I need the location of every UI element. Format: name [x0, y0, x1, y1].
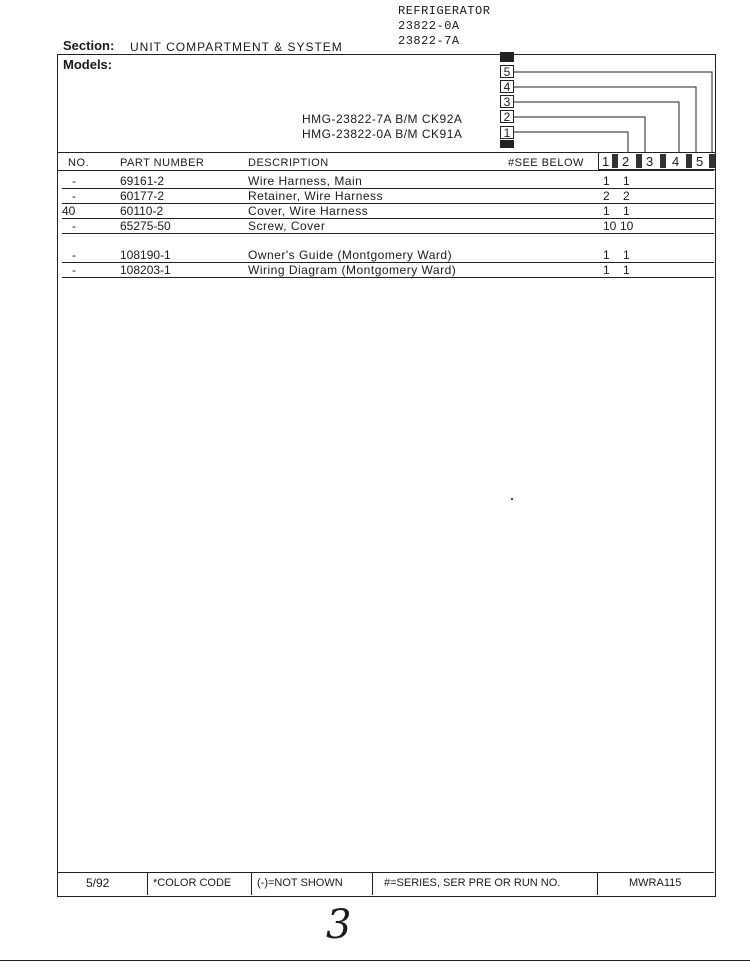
row-part-number: 60177-2: [120, 189, 165, 203]
col-separator-mark: [660, 154, 666, 168]
row-qty-1: 2: [603, 189, 610, 203]
col-part-number: PART NUMBER: [120, 157, 205, 169]
row-description: Wiring Diagram (Montgomery Ward): [248, 263, 457, 277]
model-col-4: 4: [672, 154, 680, 169]
page-number: 3: [326, 902, 352, 948]
row-qty-2: 1: [623, 204, 630, 218]
col-see-below: #SEE BELOW: [508, 157, 584, 169]
row-no: -: [72, 174, 76, 188]
stack-box-4: 4: [500, 80, 514, 93]
col-separator-mark: [686, 154, 692, 168]
row-no: -: [72, 189, 76, 203]
stack-box-5: 5: [500, 65, 514, 78]
table-row: [60, 219, 715, 233]
stack-box-1: 1: [500, 126, 514, 139]
footer-separator: [251, 873, 252, 895]
table-row: [60, 174, 715, 188]
footer-color-code: *COLOR CODE: [153, 877, 232, 889]
col-separator-mark: [636, 154, 642, 168]
section-label: Section:: [63, 38, 115, 53]
model-col-1: 1: [602, 154, 610, 169]
row-description: Owner's Guide (Montgomery Ward): [248, 248, 453, 262]
row-part-number: 69161-2: [120, 174, 165, 188]
row-description: Retainer, Wire Harness: [248, 189, 384, 203]
table-row: [60, 248, 715, 262]
table-row: [60, 204, 715, 218]
row-underline: [62, 233, 714, 234]
row-description: Cover, Wire Harness: [248, 204, 369, 218]
table-row: [60, 263, 715, 277]
footer-not-shown: (-)=NOT SHOWN: [257, 877, 343, 889]
scan-speck: [511, 498, 513, 500]
footer-doc-code: MWRA115: [629, 877, 682, 889]
row-qty-2: 1: [623, 263, 630, 277]
col-no: NO.: [68, 157, 90, 169]
row-qty-1: 10: [603, 219, 617, 233]
model-col-5: 5: [696, 154, 704, 169]
model-col-2: 2: [622, 154, 630, 169]
stack-box-2: 2: [500, 110, 514, 123]
row-no: -: [72, 263, 76, 277]
models-label: Models:: [63, 57, 113, 72]
col-separator-mark: [612, 154, 618, 168]
footer-separator: [597, 873, 598, 895]
model-name-2: HMG-23822-7A B/M CK92A: [302, 112, 463, 126]
column-header-divider: [58, 170, 714, 171]
model-name-1: HMG-23822-0A B/M CK91A: [302, 127, 463, 141]
row-no: -: [72, 219, 76, 233]
row-part-number: 65275-50: [120, 219, 171, 233]
footer-separator: [147, 873, 148, 895]
footer-date: 5/92: [86, 876, 110, 890]
stack-box-3: 3: [500, 95, 514, 108]
row-qty-1: 1: [603, 263, 610, 277]
model-code-1: 23822-0A: [398, 19, 460, 33]
row-qty-1: 1: [603, 204, 610, 218]
row-part-number: 108203-1: [120, 263, 171, 277]
product-title: REFRIGERATOR: [398, 4, 491, 18]
footer-series: #=SERIES, SER PRE OR RUN NO.: [384, 877, 561, 889]
row-underline: [62, 277, 714, 278]
row-qty-2: 1: [623, 174, 630, 188]
row-qty-2: 1: [623, 248, 630, 262]
row-description: Screw, Cover: [248, 219, 326, 233]
col-separator-mark: [709, 154, 715, 168]
model-code-2: 23822-7A: [398, 34, 460, 48]
row-no: 40: [62, 204, 76, 218]
row-qty-1: 1: [603, 248, 610, 262]
row-qty-2: 10: [620, 219, 634, 233]
page-bottom-edge: [0, 960, 750, 961]
col-description: DESCRIPTION: [248, 157, 329, 169]
footer-separator: [372, 873, 373, 895]
model-col-3: 3: [646, 154, 654, 169]
row-qty-2: 2: [623, 189, 630, 203]
row-part-number: 60110-2: [120, 204, 164, 218]
row-description: Wire Harness, Main: [248, 174, 363, 188]
row-part-number: 108190-1: [120, 248, 171, 262]
table-row: [60, 189, 715, 203]
row-qty-1: 1: [603, 174, 610, 188]
section-value: UNIT COMPARTMENT & SYSTEM: [130, 40, 343, 54]
row-no: -: [72, 248, 76, 262]
